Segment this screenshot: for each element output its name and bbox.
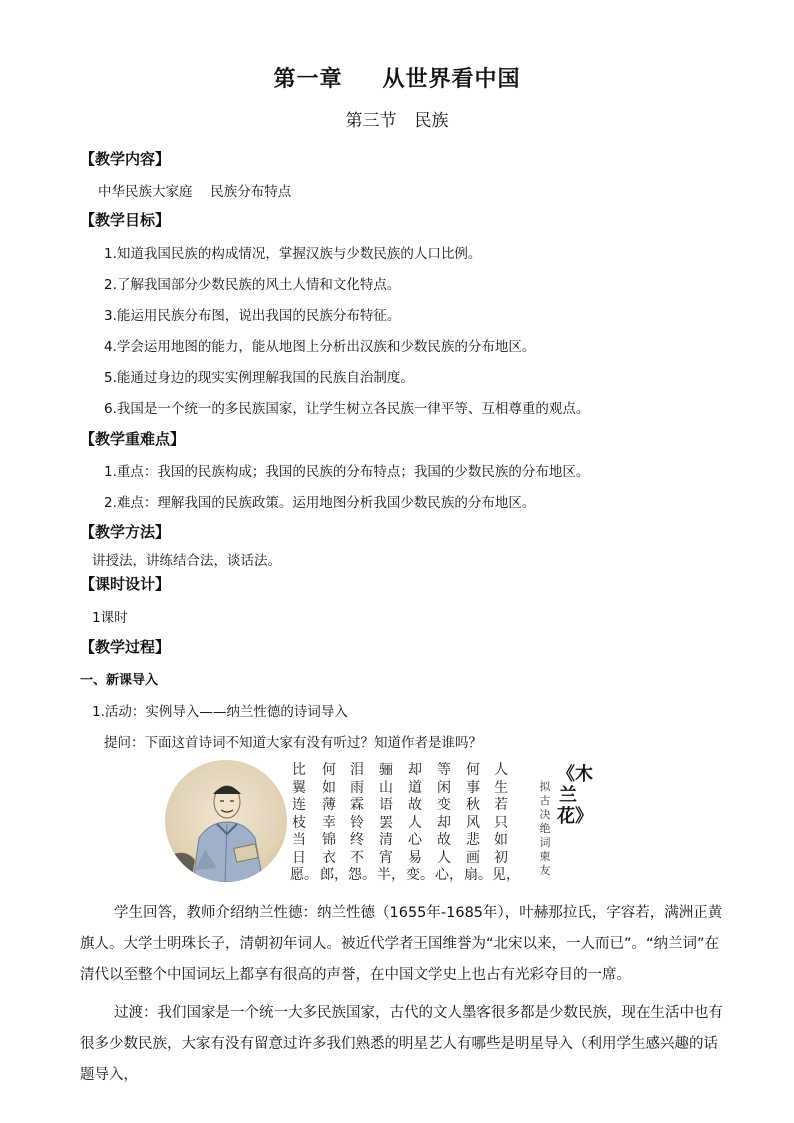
chapter-number: 第一章 bbox=[273, 67, 343, 92]
chapter-name: 从世界看中国 bbox=[382, 67, 521, 92]
section-title bbox=[0, 106, 794, 131]
poem-line: 比翼连枝当日愿。 bbox=[290, 762, 318, 883]
question-text: 提问：下面这首诗词不知道大家有没有听过？知道作者是谁吗？ bbox=[104, 735, 482, 751]
goal-item: 5.能通过身边的现实实例理解我国的民族自治制度。 bbox=[104, 370, 414, 386]
poem-subtitle: 拟古决绝词柬友 bbox=[539, 780, 551, 877]
answer-text: 学生回答，教师介绍纳兰性德：纳兰性德（1655年-1685年），叶赫那拉氏，字容若，满洲正黄旗人。大学士明珠长子，清朝初年词人。被近代学者王国维誉为“北宋以来，一人而已”。“纳兰词”在清代以至整个中国词坛上都享有很高的声誉，在中国文学史上也占有光彩夺目的一席。 bbox=[80, 905, 723, 983]
poem-line: 骊山语罢清宵半， bbox=[377, 762, 405, 883]
keypoint-item: 1.重点：我国的民族构成；我国的民族的分布特点；我国的少数民族的分布地区。 bbox=[104, 464, 590, 480]
goal-item: 2.了解我国部分少数民族的风土人情和文化特点。 bbox=[104, 277, 401, 293]
section-number: 第三节 bbox=[345, 111, 397, 131]
keypoint-item: 2.难点：理解我国的民族政策。运用地图分析我国少数民族的分布地区。 bbox=[104, 495, 536, 511]
keypoints-heading: 【教学重难点】 bbox=[80, 430, 186, 448]
goal-item: 3.能运用民族分布图，说出我国的民族分布特征。 bbox=[104, 308, 401, 324]
methods-heading: 【教学方法】 bbox=[80, 523, 171, 541]
chapter-title bbox=[0, 62, 794, 93]
design-text: 1课时 bbox=[92, 610, 128, 626]
transition-paragraph bbox=[80, 998, 730, 1091]
portrait-figure-icon bbox=[165, 760, 287, 882]
methods-text: 讲授法，讲练结合法，谈话法。 bbox=[92, 553, 281, 569]
goals-heading: 【教学目标】 bbox=[80, 211, 171, 229]
poem-line: 等闲变却故人心， bbox=[435, 762, 463, 883]
answer-paragraph bbox=[80, 898, 730, 991]
design-heading: 【课时设计】 bbox=[80, 575, 171, 593]
process-subheading: 一、新课导入 bbox=[80, 673, 159, 688]
poem-title: 《木兰花》 bbox=[557, 764, 593, 827]
content-text: 中华民族大家庭 民族分布特点 bbox=[98, 184, 292, 200]
poem-line: 人生若只如初见， bbox=[492, 762, 520, 883]
content-heading: 【教学内容】 bbox=[80, 150, 171, 168]
process-heading: 【教学过程】 bbox=[80, 638, 171, 656]
poem-line: 何事秋风悲画扇。 bbox=[464, 762, 492, 883]
poem-line: 泪雨霖铃终不怨。 bbox=[348, 762, 376, 883]
goal-item: 4.学会运用地图的能力，能从地图上分析出汉族和少数民族的分布地区。 bbox=[104, 339, 536, 355]
poem-line: 何如薄幸锦衣郎， bbox=[320, 762, 348, 883]
poem-line: 却道故人心易变。 bbox=[406, 762, 434, 883]
goal-item: 1.知道我国民族的构成情况，掌握汉族与少数民族的人口比例。 bbox=[104, 246, 482, 262]
goal-item: 6.我国是一个统一的多民族国家，让学生树立各民族一律平等、互相尊重的观点。 bbox=[104, 401, 590, 417]
transition-text: 过渡：我们国家是一个统一大多民族国家，古代的文人墨客很多都是少数民族，现在生活中也有很多少数民族，大家有没有留意过许多我们熟悉的明星艺人有哪些是明星导入（利用学生感兴趣的话题导入， bbox=[80, 1005, 723, 1083]
activity-text: 1.活动：实例导入——纳兰性德的诗词导入 bbox=[92, 704, 348, 720]
nalan-portrait-image bbox=[165, 760, 287, 882]
section-name: 民族 bbox=[414, 111, 449, 131]
